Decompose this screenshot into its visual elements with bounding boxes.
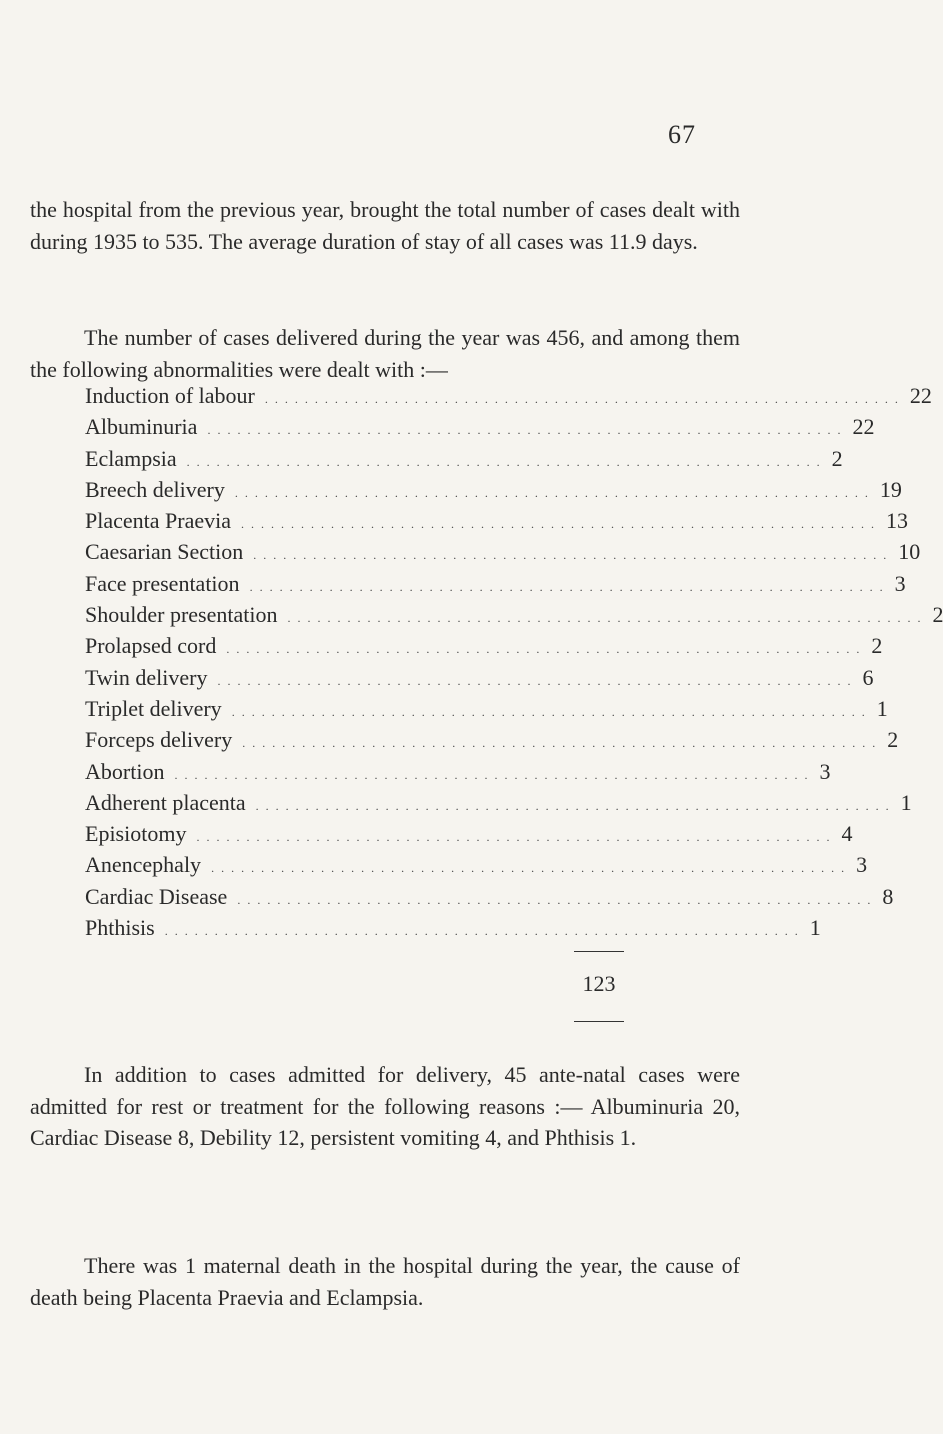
table-row	[85, 695, 888, 727]
dot-leader: . . . . . . . . . . . . . . . . . . . . . . . . . . . . . . . . . . . . . . . . . . . . . . . . . . . . . . . . . . . . . . . .	[226, 642, 862, 657]
abnormality-count: 2	[831, 445, 843, 471]
dot-leader: . . . . . . . . . . . . . . . . . . . . . . . . . . . . . . . . . . . . . . . . . . . . . . . . . . . . . . . . . . . . . . . .	[242, 736, 878, 751]
table-row	[85, 602, 943, 633]
dot-leader: . . . . . . . . . . . . . . . . . . . . . . . . . . . . . . . . . . . . . . . . . . . . . . . . . . . . . . . . . . . . . . . .	[249, 579, 885, 594]
abnormality-count: 2	[871, 633, 883, 659]
dot-leader: . . . . . . . . . . . . . . . . . . . . . . . . . . . . . . . . . . . . . . . . . . . . . . . . . . . . . . . . . . . . . . . .	[196, 830, 832, 845]
dot-leader: . . . . . . . . . . . . . . . . . . . . . . . . . . . . . . . . . . . . . . . . . . . . . . . . . . . . . . . . . . . . . . . .	[164, 924, 800, 939]
table-row	[85, 789, 912, 821]
dot-leader: . . . . . . . . . . . . . . . . . . . . . . . . . . . . . . . . . . . . . . . . . . . . . . . . . . . . . . . . . . . . . . . .	[253, 548, 889, 563]
abnormality-count: 19	[879, 476, 902, 502]
abnormalities-table	[85, 383, 943, 946]
table-row	[85, 539, 921, 570]
abnormality-label: Abortion	[85, 758, 165, 784]
table-row	[85, 383, 932, 414]
abnormality-label: Caesarian Section	[85, 539, 244, 565]
abnormality-count: 2	[932, 602, 943, 628]
table-row	[85, 414, 875, 445]
abnormality-label: Induction of labour	[85, 383, 255, 408]
table-row	[85, 508, 908, 539]
dot-leader: . . . . . . . . . . . . . . . . . . . . . . . . . . . . . . . . . . . . . . . . . . . . . . . . . . . . . . . . . . . . . . . .	[255, 798, 891, 813]
abnormality-label: Episiotomy	[85, 821, 187, 847]
abnormality-count: 3	[894, 570, 906, 596]
dot-leader: . . . . . . . . . . . . . . . . . . . . . . . . . . . . . . . . . . . . . . . . . . . . . . . . . . . . . . . . . . . . . . . .	[287, 611, 923, 626]
table-row	[85, 727, 899, 758]
abnormality-label: Forceps delivery	[85, 727, 233, 753]
dot-leader: . . . . . . . . . . . . . . . . . . . . . . . . . . . . . . . . . . . . . . . . . . . . . . . . . . . . . . . . . . . . . . . .	[174, 767, 810, 782]
abnormality-count: 22	[852, 414, 875, 440]
abnormality-label: Triplet delivery	[85, 695, 222, 721]
abnormality-count: 10	[898, 539, 921, 565]
abnormality-label: Face presentation	[85, 570, 240, 596]
maternal-death-paragraph: There was 1 maternal death in the hospital during the year, the cause of death being Placenta Praevia and Eclampsia.	[30, 1253, 740, 1310]
dot-leader: . . . . . . . . . . . . . . . . . . . . . . . . . . . . . . . . . . . . . . . . . . . . . . . . . . . . . . . . . . . . . . . .	[241, 517, 876, 532]
table-row	[85, 664, 874, 696]
abnormality-label: Eclampsia	[85, 445, 177, 471]
abnormality-label: Adherent placenta	[85, 789, 246, 815]
abnormality-count: 6	[862, 664, 874, 690]
table-row	[85, 570, 906, 602]
dot-leader: . . . . . . . . . . . . . . . . . . . . . . . . . . . . . . . . . . . . . . . . . . . . . . . . . . . . . . . . . . . . . . . .	[217, 673, 853, 688]
abnormality-count: 1	[809, 915, 821, 941]
abnormality-count: 4	[841, 821, 853, 847]
table-row	[85, 758, 831, 790]
total-rule-bottom	[574, 1021, 624, 1022]
table-row	[85, 445, 843, 477]
table-row	[85, 883, 894, 915]
dot-leader: . . . . . . . . . . . . . . . . . . . . . . . . . . . . . . . . . . . . . . . . . . . . . . . . . . . . . . . . . . . . . . . .	[211, 861, 847, 876]
table-row	[85, 633, 883, 664]
dot-leader: . . . . . . . . . . . . . . . . . . . . . . . . . . . . . . . . . . . . . . . . . . . . . . . . . . . . . . . . . . . . . . . .	[186, 454, 822, 469]
abnormality-label: Twin delivery	[85, 664, 208, 690]
total-rule-top	[574, 951, 624, 952]
dot-leader: . . . . . . . . . . . . . . . . . . . . . . . . . . . . . . . . . . . . . . . . . . . . . . . . . . . . . . . . . . . . . . . .	[207, 423, 843, 438]
abnormality-label: Prolapsed cord	[85, 633, 217, 659]
abnormality-label: Anencephaly	[85, 852, 202, 878]
abnormality-label: Cardiac Disease	[85, 883, 228, 909]
abnormality-count: 2	[887, 727, 899, 753]
abnormalities-total: 123	[582, 971, 616, 996]
abnormality-label: Breech delivery	[85, 476, 225, 502]
table-row	[85, 821, 853, 852]
deliveries-paragraph: The number of cases delivered during the year was 456, and among them the following abnormalities were dealt with :—	[30, 325, 740, 382]
dot-leader: . . . . . . . . . . . . . . . . . . . . . . . . . . . . . . . . . . . . . . . . . . . . . . . . . . . . . . . . . . . . . . . .	[231, 704, 867, 719]
page-number: 67	[668, 120, 696, 149]
table-row	[85, 915, 821, 946]
abnormality-count: 3	[856, 852, 868, 878]
intro-paragraph: the hospital from the previous year, brought the total number of cases dealt with during 1935 to 535. The average duration of stay of all cases was 11.9 days.	[30, 197, 740, 254]
abnormality-count: 3	[819, 758, 831, 784]
dot-leader: . . . . . . . . . . . . . . . . . . . . . . . . . . . . . . . . . . . . . . . . . . . . . . . . . . . . . . . . . . . . . . . .	[234, 485, 870, 500]
antenatal-paragraph: In addition to cases admitted for delivery, 45 ante-natal cases were admitted for rest or treatment for the following reasons :— Albuminuria 20, Cardiac Disease 8, Debility 12, persistent vomiting 4, and Phthisis 1.	[30, 1062, 740, 1150]
table-row	[85, 852, 868, 883]
abnormality-count: 1	[900, 789, 912, 815]
abnormality-label: Placenta Praevia	[85, 508, 231, 534]
abnormality-count: 8	[882, 883, 894, 909]
abnormality-count: 1	[876, 695, 888, 721]
dot-leader: . . . . . . . . . . . . . . . . . . . . . . . . . . . . . . . . . . . . . . . . . . . . . . . . . . . . . . . . . . . . . . . .	[264, 392, 900, 406]
abnormality-count: 22	[909, 383, 932, 408]
table-row	[85, 476, 902, 508]
dot-leader: . . . . . . . . . . . . . . . . . . . . . . . . . . . . . . . . . . . . . . . . . . . . . . . . . . . . . . . . . . . . . . . .	[237, 892, 873, 907]
abnormality-label: Phthisis	[85, 915, 155, 941]
abnormality-label: Albuminuria	[85, 414, 198, 440]
abnormality-count: 13	[886, 508, 908, 534]
abnormality-label: Shoulder presentation	[85, 602, 278, 628]
